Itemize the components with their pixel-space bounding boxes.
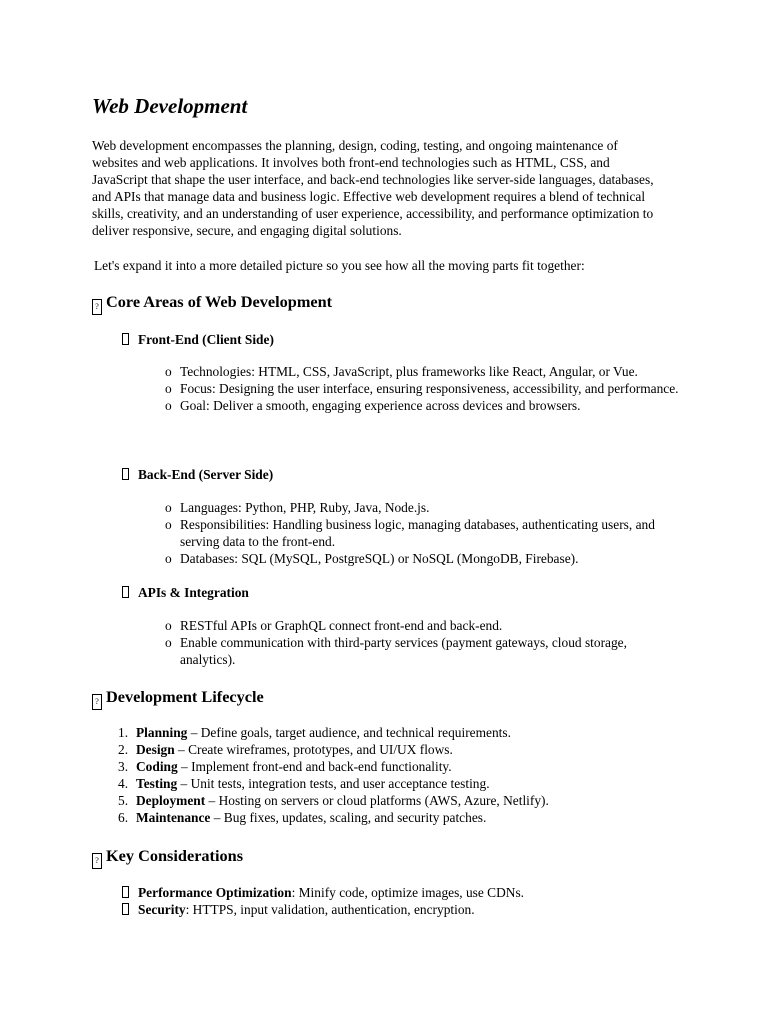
list-item [160,397,680,414]
step-desc: – Create wireframes, prototypes, and UI/UX flows. [174,742,453,757]
bullet-icon: o [165,551,172,566]
step-desc: – Unit tests, integration tests, and user acceptance testing. [177,776,490,791]
list-item-text: Languages: Python, PHP, Ruby, Java, Node.js. [180,500,430,515]
bullet-box-icon [122,586,129,598]
item-term: Performance Optimization [138,885,292,900]
list-item [160,617,680,634]
bullet-icon: o [165,500,172,515]
step-number: 2. [118,742,129,757]
heading-text: Key Considerations [106,846,244,865]
list-item [160,516,680,550]
lead-paragraph: Let's expand it into a more detailed picture so you see how all the moving parts fit together: [94,258,585,273]
bullet-box-icon [122,333,129,345]
item-term: Security [138,902,186,917]
front-end-list [160,363,680,414]
bullet-icon: o [165,618,172,633]
step-term: Deployment [136,793,206,808]
list-item [118,809,549,826]
step-number: 3. [118,759,129,774]
key-considerations-list [122,884,524,918]
bullet-icon: o [165,635,172,650]
list-item [160,363,680,380]
step-term: Design [136,742,175,757]
step-number: 1. [118,725,129,740]
heading-text: Core Areas of Web Development [106,292,333,311]
bullet-box-icon [122,903,129,915]
list-item [122,884,524,901]
step-number: 6. [118,810,129,825]
list-item [160,550,680,567]
bullet-icon: o [165,398,172,413]
missing-glyph-icon: ? [92,694,102,710]
bullet-box-icon [122,886,129,898]
subheading-back-end [122,466,273,483]
list-item [122,901,524,918]
list-item-text: Enable communication with third-party services (payment gateways, cloud storage, analytics). [180,635,627,667]
step-term: Testing [136,776,178,791]
list-item [160,499,680,516]
list-item-text: Focus: Designing the user interface, ensuring responsiveness, accessibility, and performance. [180,381,679,396]
subheading-front-end [122,331,274,348]
step-desc: – Hosting on servers or cloud platforms (AWS, Azure, Netlify). [205,793,549,808]
item-desc: : Minify code, optimize images, use CDNs. [291,885,525,900]
step-number: 4. [118,776,129,791]
back-end-list [160,499,680,567]
subheading-text: APIs & Integration [138,585,249,600]
step-desc: – Define goals, target audience, and technical requirements. [187,725,511,740]
heading-lifecycle [92,686,264,710]
list-item [160,380,680,397]
subheading-text: Back-End (Server Side) [138,467,274,482]
missing-glyph-icon: ? [92,853,102,869]
apis-list [160,617,680,668]
step-term: Maintenance [136,810,211,825]
step-term: Coding [136,759,178,774]
bullet-icon: o [165,517,172,532]
subheading-text: Front-End (Client Side) [138,332,274,347]
page-title: Web Development [92,94,248,118]
step-desc: – Implement front-end and back-end functionality. [177,759,452,774]
list-item [118,775,549,792]
list-item [160,634,680,668]
list-item [118,724,549,741]
list-item-text: Goal: Deliver a smooth, engaging experience across devices and browsers. [180,398,581,413]
missing-glyph-icon: ? [92,299,102,315]
bullet-icon: o [165,381,172,396]
list-item-text: Responsibilities: Handling business logic, managing databases, authenticating users, and serving data to the front-end. [180,517,655,549]
item-desc: : HTTPS, input validation, authentication, encryption. [185,902,475,917]
step-number: 5. [118,793,129,808]
heading-text: Development Lifecycle [106,687,264,706]
list-item-text: Technologies: HTML, CSS, JavaScript, plus frameworks like React, Angular, or Vue. [180,364,638,379]
intro-paragraph: Web development encompasses the planning, design, coding, testing, and ongoing maintenance of websites and web applications. It involves both front-end technologies such as HTML, CSS, and JavaScript that shape the user interface, and back-end technologies like server-side languages, databases, and APIs that manage data and business logic. Effective web development requires a blend of technical skills, creativity, and an understanding of user experience, accessibility, and performance optimization to deliver responsive, secure, and engaging digital solutions. [92,138,654,238]
step-term: Planning [136,725,188,740]
subheading-apis [122,584,249,601]
heading-core-areas [92,291,332,315]
heading-key-considerations [92,845,243,869]
lifecycle-list [118,724,549,826]
list-item-text: Databases: SQL (MySQL, PostgreSQL) or NoSQL (MongoDB, Firebase). [180,551,579,566]
bullet-box-icon [122,468,129,480]
list-item-text: RESTful APIs or GraphQL connect front-end and back-end. [180,618,503,633]
list-item [118,741,549,758]
list-item [118,792,549,809]
bullet-icon: o [165,364,172,379]
list-item [118,758,549,775]
step-desc: – Bug fixes, updates, scaling, and security patches. [210,810,487,825]
